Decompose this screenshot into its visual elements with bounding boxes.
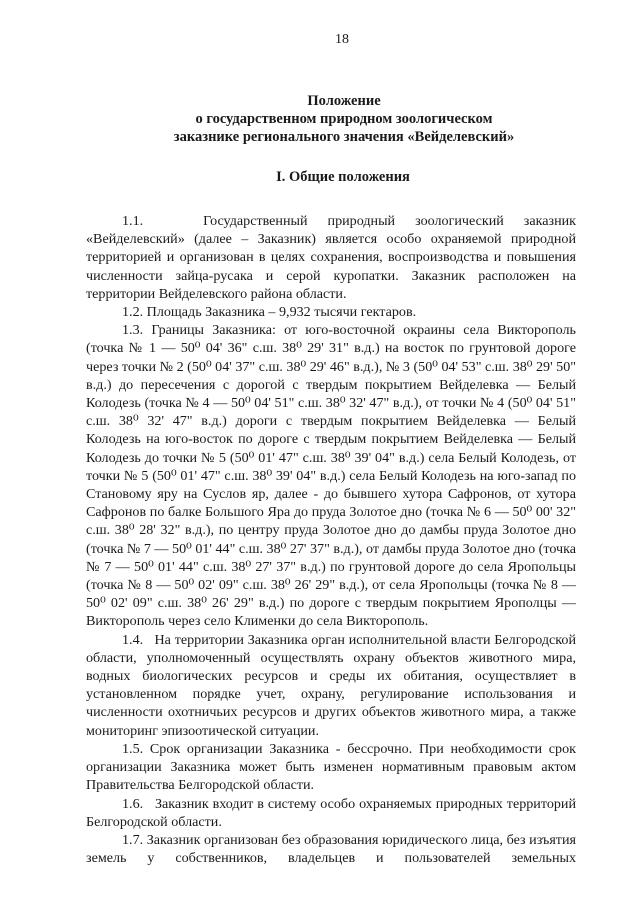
page-number: 18	[335, 32, 349, 47]
title-line: Положение	[307, 93, 381, 109]
section-heading: I. Общие положения	[276, 169, 410, 185]
paragraph-1-7: 1.7. Заказник организован без образования юридического лица, без изъятия земель у собственников, владельцев и пользователей земельных	[86, 831, 576, 867]
title-line: о государственном природном зоологическом	[195, 111, 493, 127]
document-title	[86, 92, 576, 146]
paragraph-1-5: 1.5. Срок организации Заказника - бессрочно. При необходимости срок организации Заказника может быть изменен нормативным правовым актом Правительства Белгородской области.	[86, 740, 576, 794]
paragraph-1-2: 1.2. Площадь Заказника – 9,932 тысячи гектаров.	[122, 304, 417, 321]
paragraph-1-6: 1.6. Заказник входит в систему особо охраняемых природных территорий Белгородской области.	[86, 795, 576, 830]
title-line: заказнике регионального значения «Вейделевский»	[173, 129, 515, 145]
paragraph-1-1: 1.1. Государственный природный зоологический заказник «Вейделевский» (далее – Заказник) является особо охраняемой природной территорией и организован в целях сохранения, воспроизводства и повышения численности зайца-русака и серой куропатки. Заказник расположен на территории Вейделевского района области.	[86, 213, 576, 302]
document-body	[86, 212, 576, 867]
paragraph-1-3: 1.3. Границы Заказника: от юго-восточной окраины села Викторополь (точка № 1 — 50⁰ 04' 36" с.ш. 38⁰ 29' 31" в.д.) на восток по грунтовой дороге через точки № 2 (50⁰ 04' 37" с.ш. 38⁰ 29' 46" в.д.), № 3 (50⁰ 04' 53" с.ш. 38⁰ 29' 50" в.д.) до пересечения с дорогой с твердым покрытием Вейделевка — Белый Колодезь (точка № 4 — 50⁰ 04' 51" с.ш. 38⁰ 32' 47" в.д.), от точки № 4 (50⁰ 04' 51" с.ш. 38⁰ 32' 47" в.д.) дороги с твердым покрытием Вейделевка — Белый Колодезь на юго-восток по дороге с твердым покрытием Вейделевка — Белый Колодезь до точки № 5 (50⁰ 01' 47" с.ш. 38⁰ 39' 04" в.д.) села Белый Колодезь, от точки № 5 (50⁰ 01' 47" с.ш. 38⁰ 39' 04" в.д.) села Белый Колодезь на юго-запад по Становому яру на Суслов яр, далее - до бывшего хутора Сафронов, от хутора Сафронов по балке Большого Яра до пруда Золотое дно (точка № 6 — 50⁰ 00' 32" с.ш. 38⁰ 28' 32" в.д.), по центру пруда Золотое дно до дамбы пруда Золотое дно (точка № 7 — 50⁰ 01' 44" с.ш. 38⁰ 27' 37" в.д.), от дамбы пруда Золотое дно (точка № 7 — 50⁰ 01' 44" с.ш. 38⁰ 27' 37" в.д.) по грунтовой дороге до села Яропольцы (точка № 8 — 50⁰ 02' 09" с.ш. 38⁰ 26' 29" в.д.), от села Яропольцы (точка № 8 — 50⁰ 02' 09" с.ш. 38⁰ 26' 29" в.д.) по дороге с твердым покрытием Ярополцы — Викторополь через село Клименки до села Викторополь.	[86, 322, 576, 630]
paragraph-1-4: 1.4. На территории Заказника орган исполнительной власти Белгородской области, уполномоченный осуществлять охрану объектов животного мира, водных биологических ресурсов и среды их обитания, осуществляет в установленном порядке учет, охрану, регулирование использования и численности охотничьих ресурсов и других объектов животного мира, а также мониторинг эпизоотической ситуации.	[86, 631, 576, 739]
